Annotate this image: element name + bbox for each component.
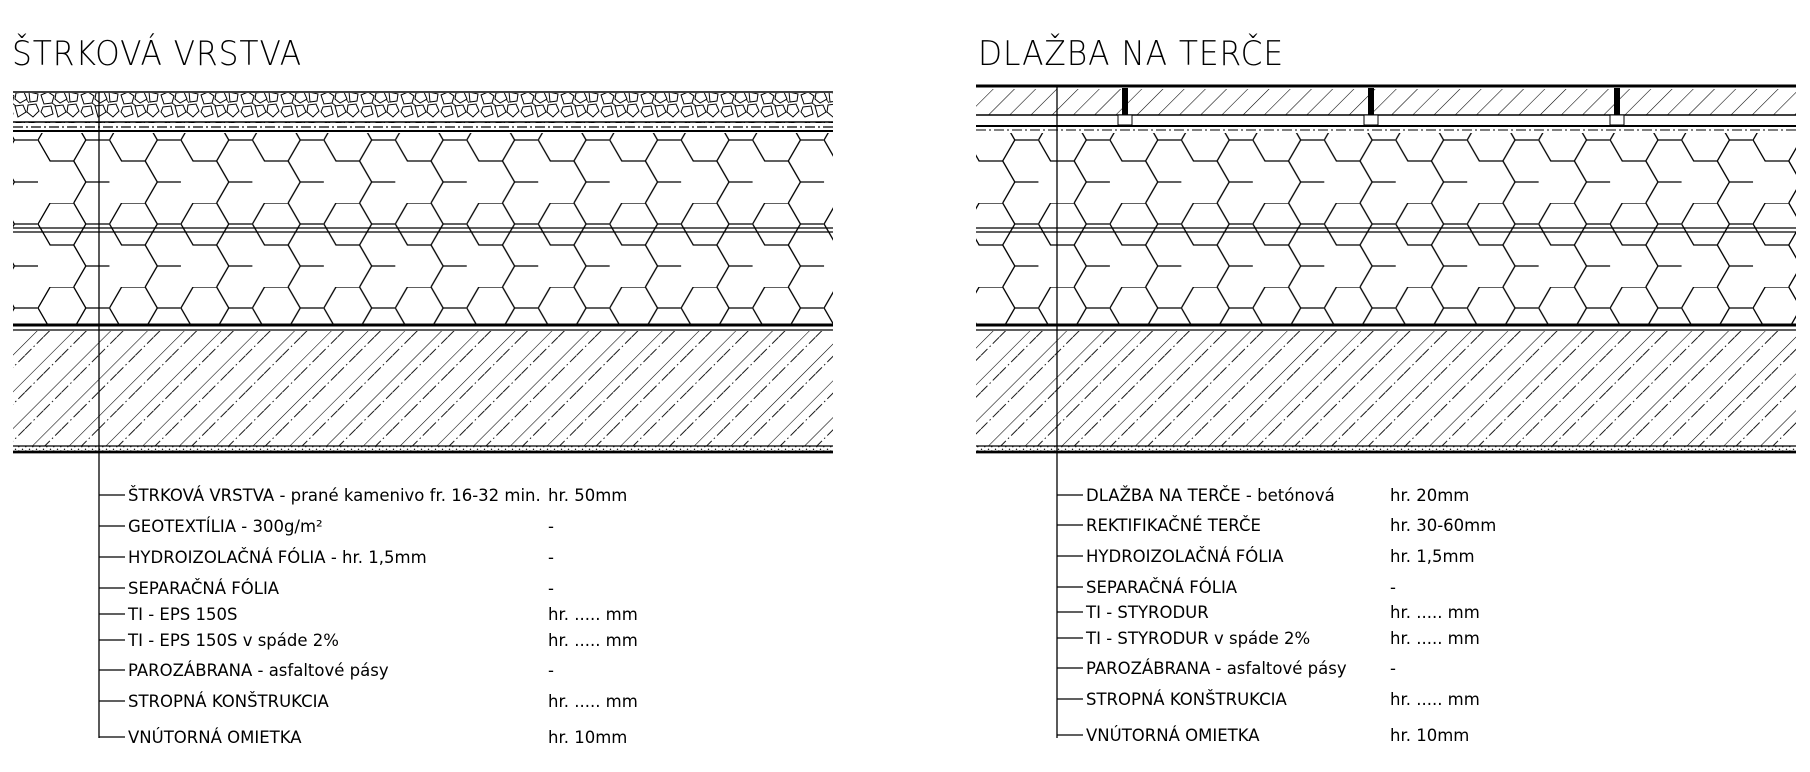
legend-paving-on-pedestals — [1057, 486, 1496, 745]
legend-layer-thickness: - — [548, 517, 554, 536]
legend-layer-label: HYDROIZOLAČNÁ FÓLIA - hr. 1,5mm — [128, 548, 427, 567]
legend-layer-label: GEOTEXTÍLIA - 300g/m² — [128, 517, 323, 536]
title-gravel-layer: ŠTRKOVÁ VRSTVA — [12, 34, 303, 74]
legend-layer-label: VNÚTORNÁ OMIETKA — [1086, 726, 1260, 745]
legend-layer-thickness: hr. 50mm — [548, 486, 628, 505]
legend-gravel-layer — [99, 486, 638, 747]
legend-layer-thickness: hr. 1,5mm — [1390, 547, 1475, 566]
legend-layer-thickness: - — [548, 661, 554, 680]
legend-layer-thickness: hr. ..... mm — [548, 605, 638, 624]
legend-layer-label: STROPNÁ KONŠTRUKCIA — [1086, 690, 1287, 709]
legend-layer-thickness: hr. ..... mm — [548, 692, 638, 711]
legend-layer-thickness: hr. 20mm — [1390, 486, 1470, 505]
legend-layer-label: TI - EPS 150S v spáde 2% — [128, 631, 339, 650]
gravel-stones-fill — [13, 93, 833, 123]
legend-layer-thickness: - — [548, 579, 554, 598]
legend-layer-label: DLAŽBA NA TERČE - betónová — [1086, 486, 1335, 505]
legend-layer-thickness: hr. ..... mm — [1390, 603, 1480, 622]
legend-layer-thickness: - — [548, 548, 554, 567]
legend-layer-thickness: - — [1390, 659, 1396, 678]
legend-layer-label: VNÚTORNÁ OMIETKA — [128, 728, 302, 747]
legend-layer-thickness: hr. 10mm — [548, 728, 628, 747]
legend-layer-label: STROPNÁ KONŠTRUKCIA — [128, 692, 329, 711]
legend-layer-label: ŠTRKOVÁ VRSTVA - prané kamenivo fr. 16-32 min. — [128, 486, 541, 505]
legend-layer-thickness: hr. ..... mm — [1390, 690, 1480, 709]
legend-layer-label: TI - EPS 150S — [128, 605, 238, 624]
legend-layer-thickness: hr. 10mm — [1390, 726, 1470, 745]
legend-layer-thickness: hr. ..... mm — [1390, 629, 1480, 648]
legend-layer-thickness: hr. ..... mm — [548, 631, 638, 650]
plaster-fill — [976, 446, 1796, 451]
legend-layer-label: SEPARAČNÁ FÓLIA — [128, 579, 280, 598]
legend-layer-label: HYDROIZOLAČNÁ FÓLIA — [1086, 547, 1284, 566]
legend-layer-label: PAROZÁBRANA - asfaltové pásy — [128, 661, 389, 680]
legend-layer-label: TI - STYRODUR v spáde 2% — [1086, 629, 1311, 648]
legend-layer-label: REKTIFIKAČNÉ TERČE — [1086, 516, 1261, 535]
legend-layer-thickness: - — [1390, 578, 1396, 597]
legend-layer-label: SEPARAČNÁ FÓLIA — [1086, 578, 1238, 597]
legend-layer-label: TI - STYRODUR — [1086, 603, 1209, 622]
title-paving-on-pedestals: DLAŽBA NA TERČE — [978, 34, 1285, 74]
legend-layer-thickness: hr. 30-60mm — [1390, 516, 1497, 535]
legend-layer-label: PAROZÁBRANA - asfaltové pásy — [1086, 659, 1347, 678]
concrete-tile-hatch — [976, 89, 1796, 115]
plaster-fill — [13, 446, 833, 451]
